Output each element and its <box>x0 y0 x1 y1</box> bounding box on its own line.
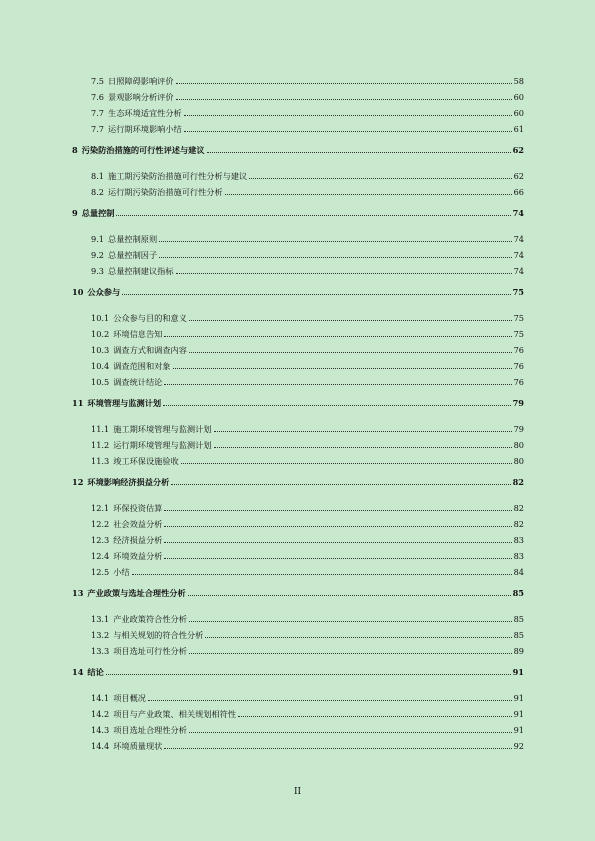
toc-entry-title: 竣工环保设施验收 <box>113 456 179 466</box>
toc-entry-number: 14.4 <box>91 741 110 751</box>
toc-entry-page: 83 <box>513 535 524 545</box>
toc-entry-number: 13.1 <box>91 614 110 624</box>
toc-chapter-entry[interactable] <box>72 661 524 677</box>
toc-entry-number: 10.4 <box>91 361 110 371</box>
toc-entry-title: 施工期污染防治措施可行性分析与建议 <box>108 171 248 181</box>
toc-entry-page: 83 <box>513 551 524 561</box>
toc-entry-title: 施工期环境管理与监测计划 <box>113 424 212 434</box>
toc-entry-page: 80 <box>513 456 524 466</box>
toc-entry-page: 58 <box>513 76 524 86</box>
toc-chapter-entry[interactable] <box>72 281 524 297</box>
toc-dot-leader <box>214 431 512 432</box>
toc-entry-number: 12.4 <box>91 551 110 561</box>
toc-entry-page: 91 <box>513 693 524 703</box>
toc-section-entry[interactable] <box>72 434 524 450</box>
toc-dot-leader <box>205 637 511 638</box>
toc-entry-number: 10.5 <box>91 377 110 387</box>
toc-entry-title: 调查方式和调查内容 <box>113 345 187 355</box>
toc-entry-title: 环境效益分析 <box>113 551 163 561</box>
toc-entry-number: 12.5 <box>91 567 110 577</box>
toc-dot-leader <box>189 732 512 733</box>
toc-entry-number: 12 <box>72 477 84 487</box>
toc-entry-title: 结论 <box>87 667 104 677</box>
toc-entry-number: 11.1 <box>91 424 110 434</box>
toc-entry-number: 8.2 <box>91 187 105 197</box>
toc-dot-leader <box>214 447 512 448</box>
toc-entry-page: 75 <box>513 329 524 339</box>
toc-entry-number: 10 <box>72 287 84 297</box>
toc-section-entry[interactable] <box>72 181 524 197</box>
toc-entry-title: 与相关规划的符合性分析 <box>113 630 204 640</box>
toc-entry-title: 调查范围和对象 <box>113 361 171 371</box>
toc-section-entry[interactable] <box>72 513 524 529</box>
toc-section-entry[interactable] <box>72 640 524 656</box>
toc-entry-title: 景观影响分析评价 <box>108 92 174 102</box>
toc-entry-number: 14.2 <box>91 709 110 719</box>
toc-entry-title: 环境质量现状 <box>113 741 163 751</box>
toc-entry-title: 运行期环境影响小结 <box>108 124 182 134</box>
toc-section-entry[interactable] <box>72 561 524 577</box>
toc-entry-page: 66 <box>513 187 524 197</box>
toc-entry-title: 日照障碍影响评价 <box>108 76 174 86</box>
toc-entry-number: 7.6 <box>91 92 105 102</box>
toc-entry-title: 总量控制 <box>81 208 115 218</box>
toc-section-entry[interactable] <box>72 307 524 323</box>
toc-dot-leader <box>189 653 512 654</box>
toc-entry-title: 总量控制原则 <box>108 234 158 244</box>
toc-dot-leader <box>148 700 512 701</box>
toc-entry-title: 项目选址合理性分析 <box>113 725 187 735</box>
toc-entry-title: 环境信息告知 <box>113 329 163 339</box>
toc-entry-number: 8 <box>72 145 78 155</box>
toc-entry-page: 74 <box>512 208 524 218</box>
toc-dot-leader <box>106 674 511 675</box>
toc-section-entry[interactable] <box>72 228 524 244</box>
toc-dot-leader <box>173 368 512 369</box>
toc-section-entry[interactable] <box>72 165 524 181</box>
toc-entry-page: 60 <box>513 92 524 102</box>
toc-dot-leader <box>164 510 511 511</box>
toc-dot-leader <box>171 484 510 485</box>
toc-entry-number: 7.7 <box>91 124 105 134</box>
toc-entry-title: 生态环境适宜性分析 <box>108 108 182 118</box>
toc-chapter-entry[interactable] <box>72 582 524 598</box>
toc-entry-number: 11.2 <box>91 440 110 450</box>
toc-entry-title: 经济损益分析 <box>113 535 163 545</box>
toc-section-entry[interactable] <box>72 450 524 466</box>
toc-dot-leader <box>184 115 512 116</box>
toc-entry-page: 74 <box>513 266 524 276</box>
toc-entry-page: 79 <box>513 424 524 434</box>
toc-section-entry[interactable] <box>72 102 524 118</box>
toc-entry-title: 公众参与 <box>87 287 121 297</box>
toc-entry-page: 82 <box>513 519 524 529</box>
toc-entry-title: 运行期环境管理与监测计划 <box>113 440 212 450</box>
toc-entry-page: 91 <box>512 667 524 677</box>
toc-entry-number: 9.2 <box>91 250 105 260</box>
toc-entry-number: 11 <box>72 398 84 408</box>
toc-chapter-entry[interactable] <box>72 392 524 408</box>
toc-entry-page: 76 <box>513 361 524 371</box>
toc-section-entry[interactable] <box>72 355 524 371</box>
toc-section-entry[interactable] <box>72 529 524 545</box>
toc-entry-number: 13 <box>72 588 84 598</box>
toc-entry-number: 12.2 <box>91 519 110 529</box>
toc-entry-number: 12.1 <box>91 503 110 513</box>
toc-entry-page: 91 <box>513 725 524 735</box>
toc-section-entry[interactable] <box>72 371 524 387</box>
toc-dot-leader <box>164 336 511 337</box>
toc-chapter-entry[interactable] <box>72 202 524 218</box>
toc-dot-leader <box>189 320 512 321</box>
toc-section-entry[interactable] <box>72 260 524 276</box>
toc-section-entry[interactable] <box>72 418 524 434</box>
toc-dot-leader <box>164 542 511 543</box>
toc-entry-page: 76 <box>513 377 524 387</box>
toc-section-entry[interactable] <box>72 323 524 339</box>
toc-dot-leader <box>164 384 511 385</box>
toc-section-entry[interactable] <box>72 339 524 355</box>
toc-entry-page: 91 <box>513 709 524 719</box>
toc-section-entry[interactable] <box>72 118 524 134</box>
toc-dot-leader <box>249 178 511 179</box>
toc-dot-leader <box>159 257 511 258</box>
toc-entry-title: 总量控制建议指标 <box>108 266 174 276</box>
toc-chapter-entry[interactable] <box>72 471 524 487</box>
toc-entry-number: 9 <box>72 208 78 218</box>
toc-dot-leader <box>164 558 511 559</box>
toc-entry-page: 74 <box>513 250 524 260</box>
toc-entry-title: 产业政策与选址合理性分析 <box>87 588 186 598</box>
toc-entry-page: 84 <box>513 567 524 577</box>
toc-entry-page: 85 <box>513 630 524 640</box>
toc-dot-leader <box>132 574 512 575</box>
toc-entry-number: 14 <box>72 667 84 677</box>
toc-section-entry[interactable] <box>72 70 524 86</box>
toc-entry-page: 85 <box>512 588 524 598</box>
toc-entry-page: 75 <box>512 287 524 297</box>
toc-entry-page: 89 <box>513 646 524 656</box>
toc-section-entry[interactable] <box>72 624 524 640</box>
toc-entry-number: 10.2 <box>91 329 110 339</box>
toc-dot-leader <box>164 748 511 749</box>
toc-entry-page: 85 <box>513 614 524 624</box>
toc-dot-leader <box>163 405 510 406</box>
toc-entry-number: 11.3 <box>91 456 110 466</box>
toc-entry-title: 调查统计结论 <box>113 377 163 387</box>
toc-dot-leader <box>189 352 512 353</box>
toc-entry-page: 79 <box>512 398 524 408</box>
toc-entry-number: 10.1 <box>91 313 110 323</box>
toc-dot-leader <box>188 595 511 596</box>
toc-entry-number: 10.3 <box>91 345 110 355</box>
toc-entry-title: 社会效益分析 <box>113 519 163 529</box>
toc-dot-leader <box>176 99 512 100</box>
toc-entry-page: 74 <box>513 234 524 244</box>
toc-entry-number: 13.2 <box>91 630 110 640</box>
toc-chapter-entry[interactable] <box>72 139 524 155</box>
toc-entry-title: 小结 <box>113 567 130 577</box>
toc-entry-number: 13.3 <box>91 646 110 656</box>
toc-entry-title: 环境影响经济损益分析 <box>87 477 170 487</box>
toc-dot-leader <box>189 621 512 622</box>
toc-entry-title: 环境管理与监测计划 <box>87 398 162 408</box>
toc-entry-page: 75 <box>513 313 524 323</box>
toc-entry-page: 60 <box>513 108 524 118</box>
toc-dot-leader <box>238 716 512 717</box>
toc-entry-title: 污染防治措施的可行性评述与建议 <box>81 145 205 155</box>
toc-entry-number: 8.1 <box>91 171 105 181</box>
toc-entry-title: 环保投资估算 <box>113 503 163 513</box>
toc-entry-number: 7.7 <box>91 108 105 118</box>
toc-entry-title: 公众参与目的和意义 <box>113 313 187 323</box>
toc-section-entry[interactable] <box>72 545 524 561</box>
toc-entry-page: 62 <box>513 171 524 181</box>
table-of-contents <box>72 70 524 751</box>
toc-entry-title: 项目与产业政策、相关规划相符性 <box>113 709 237 719</box>
toc-entry-title: 总量控制因子 <box>108 250 158 260</box>
toc-entry-page: 82 <box>512 477 524 487</box>
toc-dot-leader <box>159 241 511 242</box>
toc-dot-leader <box>164 526 511 527</box>
toc-entry-page: 92 <box>513 741 524 751</box>
toc-entry-number: 14.3 <box>91 725 110 735</box>
toc-dot-leader <box>184 131 512 132</box>
toc-dot-leader <box>176 273 512 274</box>
toc-section-entry[interactable] <box>72 497 524 513</box>
toc-entry-page: 80 <box>513 440 524 450</box>
toc-dot-leader <box>225 194 512 195</box>
toc-entry-page: 82 <box>513 503 524 513</box>
toc-entry-number: 14.1 <box>91 693 110 703</box>
toc-dot-leader <box>176 83 512 84</box>
page-number: II <box>293 787 302 797</box>
toc-dot-leader <box>207 152 511 153</box>
toc-dot-leader <box>122 294 510 295</box>
toc-section-entry[interactable] <box>72 719 524 735</box>
toc-entry-page: 61 <box>513 124 524 134</box>
toc-entry-title: 运行期污染防治措施可行性分析 <box>108 187 223 197</box>
toc-dot-leader <box>116 215 510 216</box>
toc-entry-number: 9.1 <box>91 234 105 244</box>
toc-entry-page: 76 <box>513 345 524 355</box>
toc-section-entry[interactable] <box>72 687 524 703</box>
toc-section-entry[interactable] <box>72 703 524 719</box>
toc-entry-number: 7.5 <box>91 76 105 86</box>
toc-section-entry[interactable] <box>72 86 524 102</box>
toc-section-entry[interactable] <box>72 608 524 624</box>
toc-entry-title: 项目概况 <box>113 693 146 703</box>
toc-section-entry[interactable] <box>72 244 524 260</box>
toc-dot-leader <box>181 463 512 464</box>
toc-entry-number: 9.3 <box>91 266 105 276</box>
toc-entry-page: 62 <box>512 145 524 155</box>
toc-entry-title: 产业政策符合性分析 <box>113 614 187 624</box>
toc-entry-number: 12.3 <box>91 535 110 545</box>
toc-section-entry[interactable] <box>72 735 524 751</box>
toc-entry-title: 项目选址可行性分析 <box>113 646 187 656</box>
